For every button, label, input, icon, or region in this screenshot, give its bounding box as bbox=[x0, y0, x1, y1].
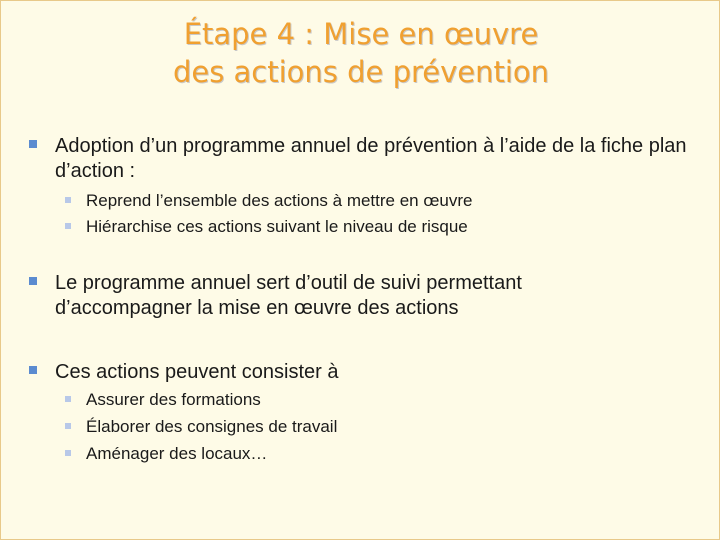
sub-bullet-reprend bbox=[65, 190, 685, 212]
square-bullet-icon bbox=[29, 277, 37, 285]
sub-bullet-text: Assurer des formations bbox=[86, 390, 261, 409]
sub-bullet-text: Aménager des locaux… bbox=[86, 444, 268, 463]
bullet-text: Adoption d’un programme annuel de prévention à l’aide de la fiche plan d’action : bbox=[55, 135, 687, 182]
square-bullet-icon bbox=[65, 396, 71, 402]
sub-bullet-formations bbox=[65, 389, 685, 411]
square-bullet-icon bbox=[65, 423, 71, 429]
bullet-actions-consister bbox=[29, 360, 689, 385]
sub-bullet-text: Reprend l’ensemble des actions à mettre en œuvre bbox=[86, 191, 473, 210]
bullet-text: Le programme annuel sert d’outil de suivi permettant d’accompagner la mise en œuvre des actions bbox=[55, 272, 522, 319]
sub-bullet-text: Hiérarchise ces actions suivant le niveau de risque bbox=[86, 217, 468, 236]
title-line-1: Étape 4 : Mise en œuvre bbox=[183, 17, 539, 51]
square-bullet-icon bbox=[29, 140, 37, 148]
sub-bullet-locaux bbox=[65, 443, 685, 465]
square-bullet-icon bbox=[29, 366, 37, 374]
square-bullet-icon bbox=[65, 450, 71, 456]
sub-bullet-hierarchise bbox=[65, 216, 685, 238]
sub-bullet-consignes bbox=[65, 416, 685, 438]
square-bullet-icon bbox=[65, 223, 71, 229]
title-line-2: des actions de prévention bbox=[172, 55, 550, 89]
slide-title bbox=[1, 15, 720, 91]
bullet-outil-suivi bbox=[29, 271, 649, 321]
square-bullet-icon bbox=[65, 197, 71, 203]
bullet-text: Ces actions peuvent consister à bbox=[55, 361, 339, 383]
bullet-programme-annuel bbox=[29, 134, 689, 184]
sub-bullet-text: Élaborer des consignes de travail bbox=[86, 417, 338, 436]
